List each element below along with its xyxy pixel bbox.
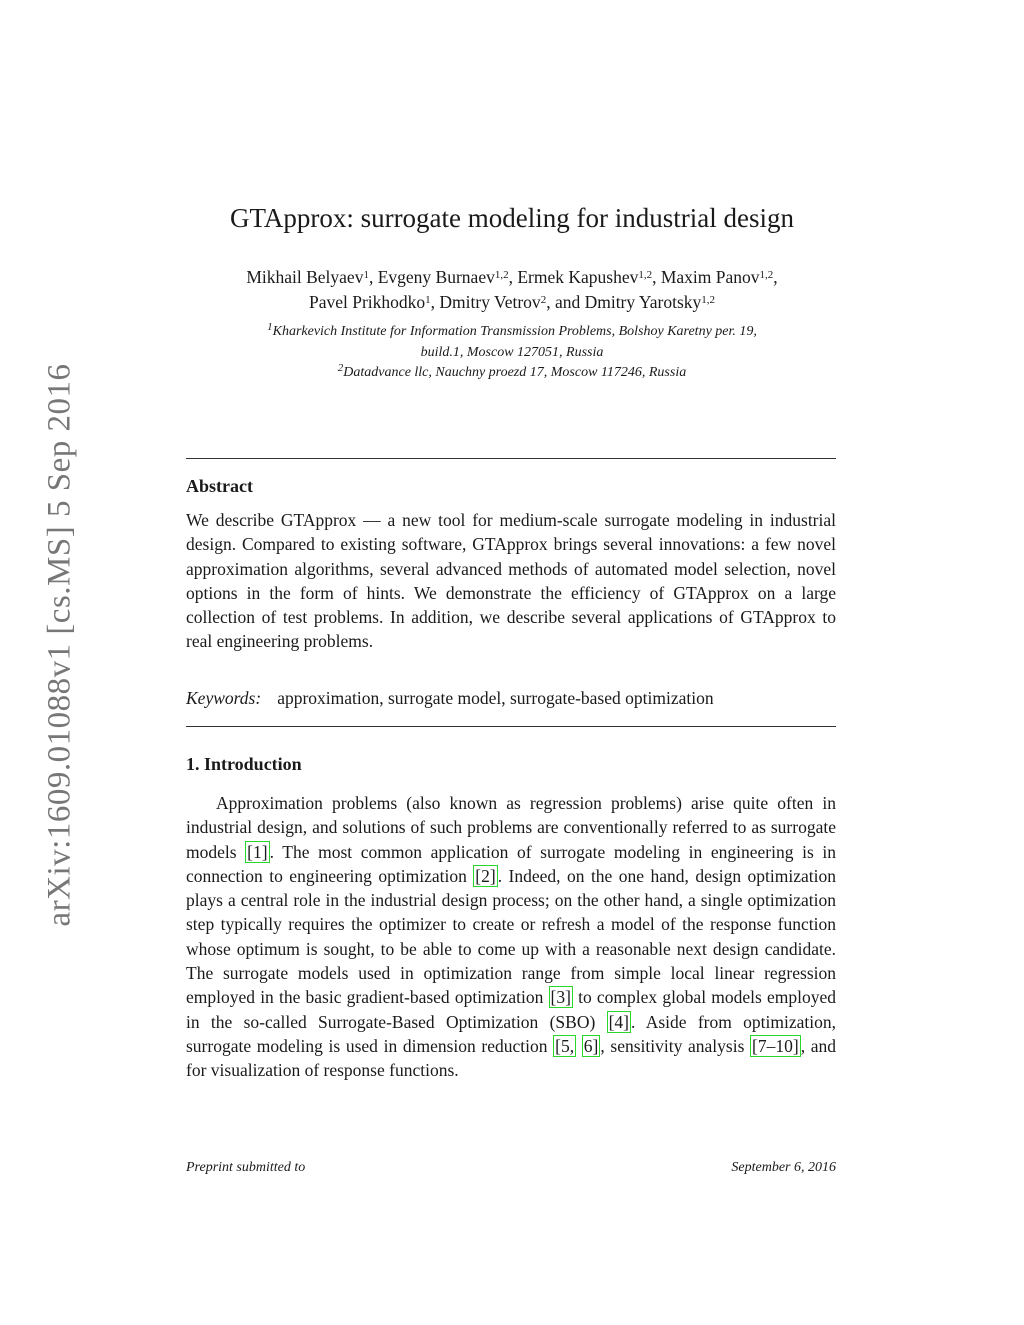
introduction-paragraph [186,791,836,1083]
arxiv-stamp-text: arXiv:1609.01088v1 [cs.MS] 5 Sep 2016 [41,363,78,927]
author-name: , Evgeny Burnaev [368,267,495,287]
intro-text-run: , sensitivity analysis [600,1035,751,1056]
intro-text-run [576,1036,582,1056]
intro-text-run: to complex global models employed in the so-called Surrogate-Based Optimization (SBO) [186,987,836,1032]
citation-link[interactable]: [1] [247,841,268,862]
citation-link[interactable]: 6] [583,1035,599,1056]
author-affil-mark: 1,2 [759,269,774,281]
author-separator: , [773,267,778,287]
keywords [186,688,836,709]
author-affil-mark: 1,2 [638,269,653,281]
author-affil-mark: 1 [363,269,369,281]
section-heading-introduction: 1. Introduction [186,754,302,774]
citation-link[interactable]: [2] [475,865,496,886]
footer-date: September 6, 2016 [731,1160,836,1175]
intro-text-run: . The most common application of surrogate modeling in engineering is in connection to engineering optimization [186,841,836,886]
citation-link[interactable]: [5, [555,1035,575,1056]
author-name: , Maxim Panov [652,267,760,287]
abstract-heading: Abstract [186,476,253,496]
citation-link[interactable]: [3] [550,987,571,1008]
citation-link[interactable]: [4] [608,1011,630,1032]
page-footer [186,1160,836,1176]
affiliation-1-line-1: Kharkevich Institute for Information Transmission Problems, Bolshoy Karetny per. 19, [272,324,757,339]
author-affil-mark: 1,2 [701,294,716,306]
footer-left: Preprint submitted to [186,1160,306,1175]
intro-text-run: , and for visualization of response functions. [186,1035,836,1081]
author-name: , Dmitry Vetrov [430,292,541,312]
author-list [0,265,1024,315]
author-affil-mark: 1 [425,294,431,306]
affiliation-2: Datadvance llc, Nauchny proezd 17, Moscow 117246, Russia [343,365,687,380]
bottom-rule [186,726,836,727]
author-name: Pavel Prikhodko [308,292,426,312]
citation-link[interactable]: [7–10] [752,1035,799,1056]
affiliation-mark: 2 [337,362,344,374]
intro-text-run: . Aside from optimization, surrogate modeling is used in dimension reduction [186,1011,836,1056]
keywords-label: Keywords: [186,688,262,708]
author-name: Mikhail Belyaev [246,267,364,287]
intro-text-run: . Indeed, on the one hand, design optimization plays a central role in the industrial design process; on the other hand, a single optimization step typically requires the optimizer to create or refresh a model of the response function whose optimum is sought, to be able to come up with a reasonable next design candidate. The surrogate models used in optimization range from simple local linear regression employed in the basic gradient-based optimization [186,865,836,1008]
author-affil-mark: 2 [540,294,547,306]
intro-text-run: Approximation problems (also known as regression problems) arise quite often in industrial design, and solutions of such problems are conventionally referred to as surrogate models [186,793,836,862]
author-affil-mark: 1,2 [494,269,509,281]
author-name: , and Dmitry Yarotsky [546,292,702,312]
affiliation-mark: 1 [267,321,273,333]
paper-title: GTApprox: surrogate modeling for industrial design [230,203,794,233]
arxiv-stamp [40,360,80,930]
affiliations [0,322,1024,384]
author-name: , Ermek Kapushev [508,267,639,287]
affiliation-1-line-2: build.1, Moscow 127051, Russia [420,344,604,360]
keywords-text: approximation, surrogate model, surrogate-based optimization [277,688,714,708]
abstract-text: We describe GTApprox — a new tool for medium-scale surrogate modeling in industrial design. Compared to existing software, GTApprox brings several innovations: a few novel approximation algorithms, several advanced methods of automated model selection, novel options in the form of hints. We demonstrate the efficiency of GTApprox on a large collection of test problems. In addition, we describe several applications of GTApprox to real engineering problems. [186,510,836,652]
top-rule [186,458,836,459]
